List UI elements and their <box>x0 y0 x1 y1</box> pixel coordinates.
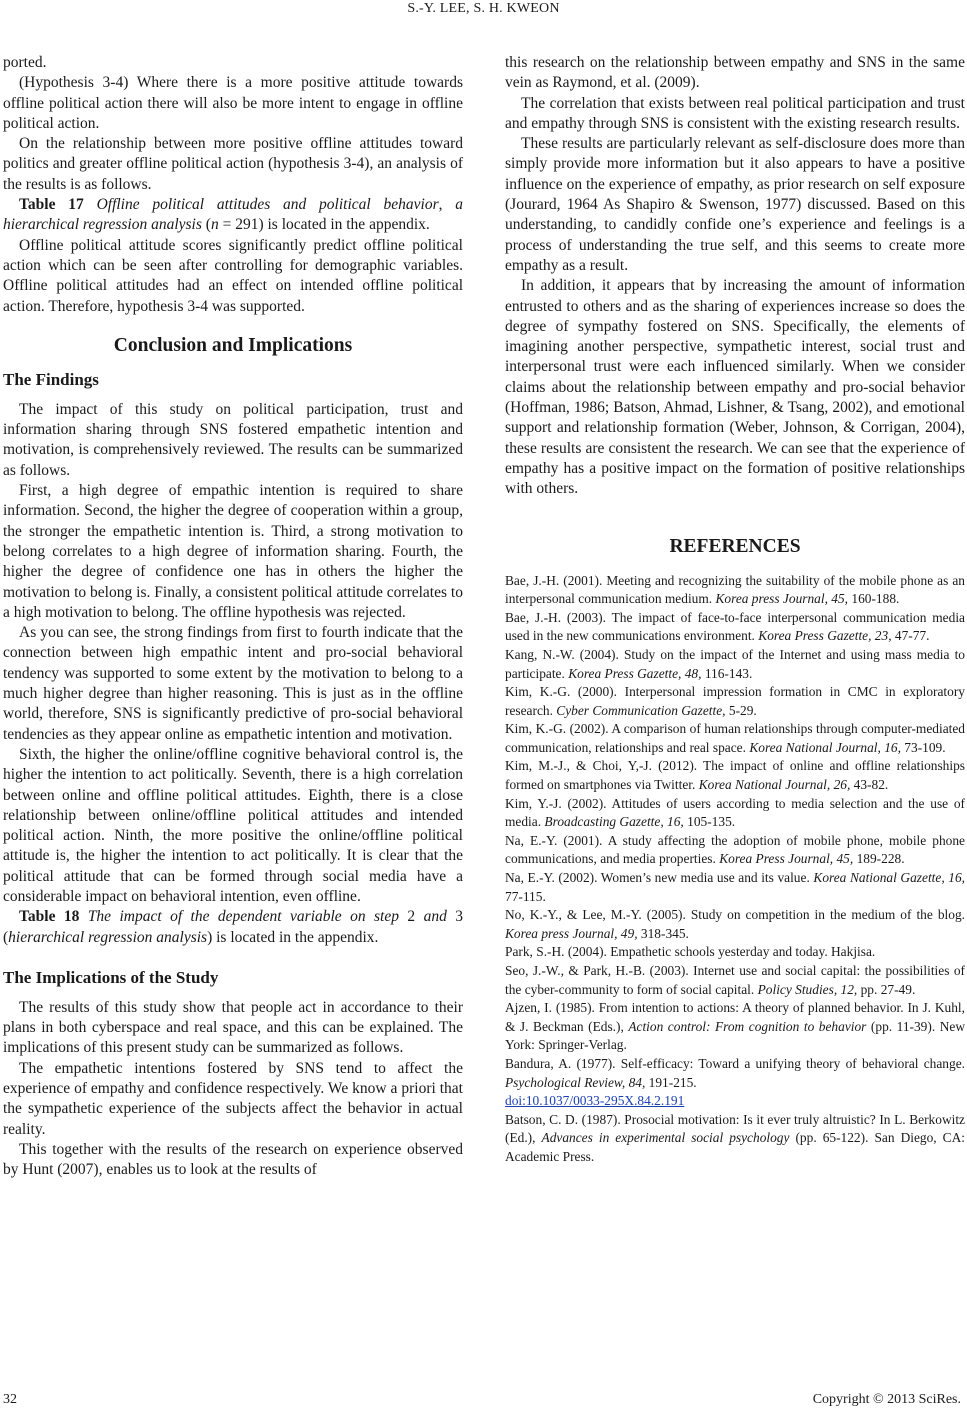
separator: , <box>438 196 456 214</box>
paragraph: Sixth, the higher the online/offline cognitive behavioral control is, the higher the intention to act politically. Seventh, there is a high correlation between online and offline political attitudes. Eighth, there is a close relationship between online/offline political attitudes and intended political action. Ninth, the more positive the online/offline political attitude is, the higher the intention to act politically. It is clear that the political attitude that can be formed through social media have a considerable impact on behavioral intention, even offline. <box>3 745 463 905</box>
right-column <box>505 53 965 1167</box>
table-17-reference <box>3 195 463 236</box>
reference-item: Kim, Y.-J. (2002). Attitudes of users according to media selection and the use of media. Broadcasting Gazette, 16, 105-135. <box>505 795 965 830</box>
reference-item: Bae, J.-H. (2003). The impact of face-to-face interpersonal communication media used in the new communications environment. Korea Press Gazette, 23, 47-77. <box>505 609 965 644</box>
paragraph: The results of this study show that people act in accordance to their plans in both cyberspace and real space, and this can be explained. The implications of this present study can be summarized as follows. <box>3 998 463 1057</box>
reference-item: Kang, N.-W. (2004). Study on the impact of the Internet and using mass media to participate. Korea Press Gazette, 48, 116-143. <box>505 646 965 681</box>
reference-item: Kim, K.-G. (2000). Interpersonal impression formation in CMC in exploratory research. Cyber Communication Gazette, 5-29. <box>505 684 965 718</box>
paragraph: As you can see, the strong findings from first to fourth indicate that the connection between high empathic intent and pro-social behavioral tendency was supported to some extent by the motivation to belong to a much higher degree than higher reasoning. This is just as in the offline world, therefore, SNS is significantly predictive of pro-social behavioral tendencies as they appear online as empathetic intention and motivation. <box>3 624 463 743</box>
table-label: Table 18 <box>19 908 80 926</box>
paragraph: On the relationship between more positive offline attitudes toward politics and greater offline political action (hypothesis 3-4), an analysis of the results is as follows. <box>3 135 463 193</box>
subsection-heading-implications: The Implications of the Study <box>3 967 219 987</box>
paren: ( <box>201 216 211 234</box>
paragraph: First, a high degree of empathic intention is required to share information. Second, the higher the degree of cooperation within a group, the stronger the empathetic intention is. Third, a strong motivation to belong correlates to a high degree of information sharing. Fourth, the higher the degree of confidence one has in others the higher the motivation to belong is. Finally, a consistent political attitude correlates to a high motivation to belong. The offline hypothesis was rejected. <box>3 482 463 621</box>
paragraph: The impact of this study on political participation, trust and information sharing through SNS fostered empathetic intention and motivation, is comprehensively reviewed. The results can be summarized as follows. <box>3 400 463 479</box>
reference-item: Park, S.-H. (2004). Empathetic schools yesterday and today. Hakjisa. <box>505 944 876 960</box>
copyright-notice: Copyright © 2013 SciRes. <box>812 1392 961 1407</box>
section-heading-references: REFERENCES <box>669 535 801 557</box>
table-label: Table 17 <box>19 196 84 214</box>
left-column <box>3 53 463 1181</box>
paragraph: (Hypothesis 3-4) Where there is a more positive attitude towards offline political action there will also be more intent to engage in offline political action. <box>3 74 463 132</box>
paragraph: This together with the results of the research on experience observed by Hunt (2007), enables us to look at the results of <box>3 1140 463 1179</box>
paragraph: These results are particularly relevant as self-disclosure does more than simply provide more information but it also appears to have a positive influence on the experience of empathy, as prior research on self exposure (Jourard, 1964 As Shapiro & Swenson, 1977) discussed. Based on this understanding, to candidly confide one’s experience and feelings is a process of understanding the true self, and this seems to create more empathy as a result. <box>505 135 965 274</box>
reference-item: Kim, K.-G. (2002). A comparison of human relationships through computer-mediated communication, relationships and real space. Korea National Journal, 16, 73-109. <box>505 721 965 755</box>
step-number: 3 ( <box>3 908 463 946</box>
reference-item: Seo, J.-W., & Park, H.-B. (2003). Internet use and social capital: the possibilities of the cyber-community to form of social capital. Policy Studies, 12, pp. 27-49. <box>505 963 965 997</box>
table-note: = 291) is located in the appendix. <box>218 216 430 234</box>
table-note: ) is located in the appendix. <box>207 928 379 946</box>
reference-item: Na, E.-Y. (2002). Women’s new media use and its value. Korea National Gazette, 16, 77-115. <box>505 870 965 904</box>
table-18-reference <box>3 907 463 948</box>
table-title: The impact of the dependent variable on step <box>87 908 399 926</box>
paragraph: The empathetic intentions fostered by SNS tend to affect the experience of empathy and confidence respectively. We know a priori that the sympathetic experience of the subjects affect the behavior in actual reality. <box>3 1059 463 1138</box>
reference-item: Na, E.-Y. (2001). A study affecting the adoption of mobile phone, mobile phone communications, and media properties. Korea Press Journal, 45, 189-228. <box>505 832 965 867</box>
paragraph: The correlation that exists between real political participation and trust and empathy through SNS is consistent with the existing research results. <box>505 94 965 132</box>
table-title: Offline political attitudes and political behavior <box>96 196 439 214</box>
reference-item: No, K.-Y., & Lee, M.-Y. (2005). Study on competition in the medium of the blog. Korea press Journal, 49, 318-345. <box>505 907 965 941</box>
reference-list <box>505 572 965 1167</box>
table-subtitle: a hierarchical regression analysis <box>3 196 464 234</box>
paragraph: Offline political attitude scores significantly predict offline political action which can be seen after controlling for demographic variables. Offline political attitudes had an effect on intended offline political action. Therefore, hypothesis 3-4 was supported. <box>3 236 463 315</box>
and-word: and <box>423 908 447 926</box>
table-subtitle: hierarchical regression analysis <box>8 928 208 946</box>
reference-item: Bandura, A. (1977). Self-efficacy: Toward a unifying theory of behavioral change. Psychological Review, 84, 191-215. doi:10.1037/0033-295X.84.2.191 <box>505 1055 965 1109</box>
step-number: 2 <box>398 908 424 926</box>
running-header: S.-Y. LEE, S. H. KWEON <box>407 1 560 16</box>
reference-item: Batson, C. D. (1987). Prosocial motivation: Is it ever truly altruistic? In L. Berkowitz (Ed.), Advances in experimental social psychology (pp. 65-122). San Diego, CA: Academic Press. <box>505 1111 965 1164</box>
reference-item: Ajzen, I. (1985). From intention to actions: A theory of planned behavior. In J. Kuhl, & J. Beckman (Eds.), Action control: From cognition to behavior (pp. 11-39). New York: Springer-Verlag. <box>505 1000 965 1053</box>
section-heading-conclusion: Conclusion and Implications <box>113 334 353 356</box>
n-symbol: n <box>210 216 219 234</box>
paragraph: this research on the relationship between empathy and SNS in the same vein as Raymond, et al. (2009). <box>505 54 965 92</box>
subsection-heading-findings: The Findings <box>3 369 99 389</box>
reference-item: Kim, M.-J., & Choi, Y,-J. (2012). The impact of online and offline relationships formed on smartphones via Twitter. Korea National Journal, 26, 43-82. <box>505 758 965 793</box>
paragraph: In addition, it appears that by increasing the amount of information entrusted to others and as the sharing of experiences increase so does the degree of sympathy fostered on SNS. Specifically, the elements of imagining another perspective, sympathetic interest, social trust and interpersonal trust were each influenced similarly. When we consider claims about the relationship between empathy and pro-social behavior (Hoffman, 1986; Batson, Ahmad, Lishner, & Tsang, 2002), and emotional support and relationship formation (Weber, Johnson, & Corrigan, 2004), these results are consistent the research. We can see that the experience of empathy has a positive impact on the formation of positive relationships with others. <box>505 277 965 498</box>
page-number: 32 <box>3 1392 17 1407</box>
paragraph: ported. <box>3 54 47 71</box>
doi-link[interactable]: doi:10.1037/0033-295X.84.2.191 <box>505 1093 685 1109</box>
reference-item: Bae, J.-H. (2001). Meeting and recognizing the suitability of the mobile phone as an interpersonal communication medium. Korea press Journal, 45, 160-188. <box>505 572 965 607</box>
